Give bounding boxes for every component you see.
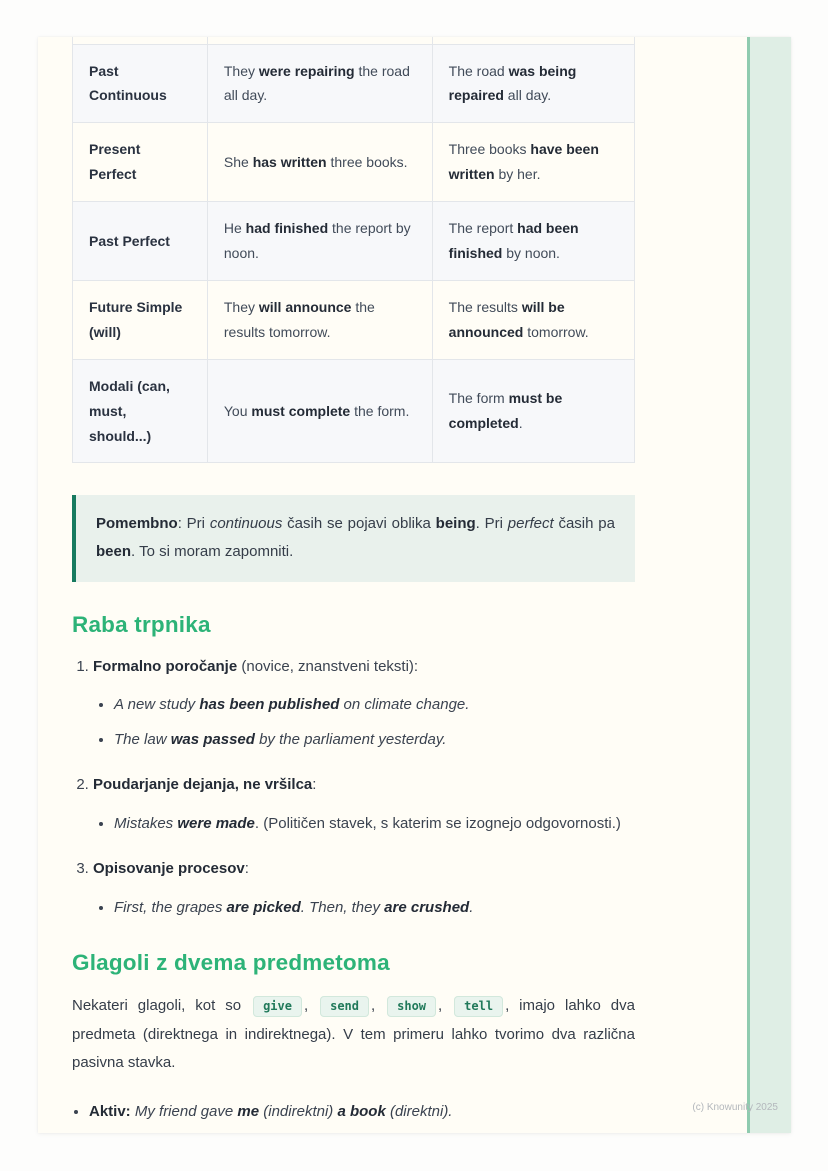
copyright-watermark: (c) Knowunity 2025 (692, 1102, 778, 1113)
active-sentence-cell: They will announce the results tomorrow. (207, 280, 432, 359)
tense-cell: Modali (can, must, should...) (73, 359, 208, 463)
table-row (73, 280, 635, 359)
example-bullet-list (93, 895, 635, 921)
usage-item (93, 654, 635, 753)
example-bullet-list (93, 692, 635, 752)
table-row (73, 202, 635, 281)
aktiv-bullet: • Aktiv: My friend gave me (indirektni) a book (direktni). (89, 1099, 635, 1125)
usage-item-label: 3. Opisovanje procesov: (93, 860, 249, 878)
passive-sentence-cell: The form must be completed. (432, 359, 634, 463)
document-page (38, 37, 791, 1133)
passive-tense-table (72, 37, 635, 463)
passive-sentence-cell: Three books have been written by her. (432, 123, 634, 202)
usage-list (72, 654, 635, 921)
table-row (73, 123, 635, 202)
table-row (73, 44, 635, 123)
verb-code-chip: tell (454, 996, 503, 1017)
passive-sentence-cell: The road was being repaired all day. (432, 44, 634, 123)
section-heading-raba-trpnika: Raba trpnika (72, 611, 211, 637)
verb-code-chip: send (320, 996, 369, 1017)
example-bullet: • Mistakes were made. (Političen stavek, s katerim se izognejo odgovornosti.) (114, 811, 635, 837)
example-bullet: • A new study has been published on climate change. (114, 692, 635, 718)
active-sentence-cell: They were repairing the road all day. (207, 44, 432, 123)
usage-item (93, 772, 635, 836)
active-sentence-cell: She has written three books. (207, 123, 432, 202)
passive-sentence-cell: The results will be announced tomorrow. (432, 280, 634, 359)
usage-item-label: 1. Formalno poročanje (novice, znanstveni teksti): (93, 657, 419, 675)
active-sentence-cell: He had finished the report by noon. (207, 202, 432, 281)
tense-table-body (73, 37, 635, 463)
tense-cell: Past Continuous (73, 44, 208, 123)
active-sentence-cell: You must complete the form. (207, 359, 432, 463)
section-heading-glagoli: Glagoli z dvema predmetoma (72, 950, 390, 976)
table-row (73, 359, 635, 463)
usage-item (93, 856, 635, 920)
example-bullet: • The law was passed by the parliament yesterday. (114, 727, 635, 753)
tense-cell: Present Perfect (73, 123, 208, 202)
example-bullet-list (93, 811, 635, 837)
ditransitive-paragraph: Nekateri glagoli, kot so give , send , show , tell , imajo lahko dva predmeta (direktnega in indirektnega). V tem primeru lahko tvorimo dva različna pasivna stavka. (72, 997, 635, 1071)
usage-item-label: 2. Poudarjanje dejanja, ne vršilca: (93, 776, 317, 794)
verb-code-chip: show (387, 996, 436, 1017)
tense-cell: Past Perfect (73, 202, 208, 281)
aktiv-list (72, 1099, 635, 1125)
passive-sentence-cell: The report had been finished by noon. (432, 202, 634, 281)
binding-stripe (747, 37, 791, 1133)
cut-off-row (73, 37, 635, 44)
example-bullet: • First, the grapes are picked. Then, they are crushed. (114, 895, 635, 921)
verb-code-chip: give (253, 996, 302, 1017)
tense-cell: Future Simple (will) (73, 280, 208, 359)
page-content (72, 37, 635, 1133)
important-callout: Pomembno: Pri continuous časih se pojavi oblika being. Pri perfect časih pa been. To si moram zapomniti. (72, 495, 635, 582)
